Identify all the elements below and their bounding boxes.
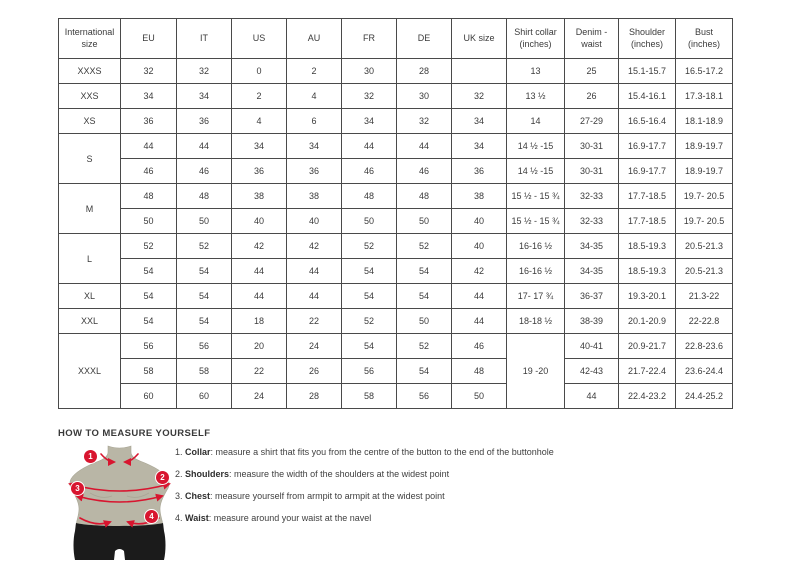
table-row: [59, 284, 733, 309]
table-cell: 16-16 ½: [507, 259, 565, 284]
column-header: US: [232, 19, 287, 59]
table-cell: 44: [397, 134, 452, 159]
instruction-text: : measure the width of the shoulders at the widest point: [229, 469, 450, 479]
instruction-label: Shoulders: [185, 469, 230, 479]
column-header: AU: [287, 19, 342, 59]
marker-4-badge: 4: [145, 510, 158, 523]
table-cell: 21.3-22: [676, 284, 733, 309]
table-cell: 19.7- 20.5: [676, 184, 733, 209]
table-cell: 30: [342, 59, 397, 84]
table-cell: 36: [232, 159, 287, 184]
table-cell: 34-35: [565, 234, 619, 259]
instruction-number: 1.: [175, 447, 183, 457]
table-cell: 34-35: [565, 259, 619, 284]
table-cell: 60: [177, 384, 232, 409]
table-cell: 25: [565, 59, 619, 84]
table-cell: 13 ½: [507, 84, 565, 109]
table-cell: 54: [177, 284, 232, 309]
table-cell: 40-41: [565, 334, 619, 359]
table-cell: 24: [232, 384, 287, 409]
table-cell: 54: [121, 309, 177, 334]
table-cell: 54: [342, 334, 397, 359]
table-cell: 52: [177, 234, 232, 259]
table-cell: 18.9-19.7: [676, 134, 733, 159]
table-cell: 44: [565, 384, 619, 409]
table-header: [59, 19, 733, 59]
table-cell: 38: [287, 184, 342, 209]
table-cell: 50: [177, 209, 232, 234]
table-cell: 34: [121, 84, 177, 109]
measure-figure: [62, 443, 177, 566]
table-cell: 50: [121, 209, 177, 234]
table-row: [59, 209, 733, 234]
table-cell: S: [59, 134, 121, 184]
table-cell: 54: [342, 284, 397, 309]
table-cell: 32: [397, 109, 452, 134]
table-cell: 60: [121, 384, 177, 409]
table-cell: 44: [121, 134, 177, 159]
table-cell: 18.1-18.9: [676, 109, 733, 134]
table-cell: 36: [452, 159, 507, 184]
table-cell: 2: [287, 59, 342, 84]
table-cell: 13: [507, 59, 565, 84]
table-cell: XXXS: [59, 59, 121, 84]
table-cell: 18: [232, 309, 287, 334]
table-row: [59, 109, 733, 134]
table-cell: 44: [287, 259, 342, 284]
table-cell: 15.4-16.1: [619, 84, 676, 109]
table-cell: 44: [452, 309, 507, 334]
instruction-shoulders: [175, 469, 735, 479]
table-cell: 24: [287, 334, 342, 359]
table-cell: 54: [177, 309, 232, 334]
table-cell: 20: [232, 334, 287, 359]
table-cell: 23.6-24.4: [676, 359, 733, 384]
table-cell: 36: [177, 109, 232, 134]
table-cell: 20.5-21.3: [676, 234, 733, 259]
table-row: [59, 59, 733, 84]
table-cell: 58: [121, 359, 177, 384]
table-cell: 28: [397, 59, 452, 84]
table-cell: 22: [232, 359, 287, 384]
instruction-number: 4.: [175, 513, 183, 523]
table-cell: 50: [397, 209, 452, 234]
table-cell: 17.3-18.1: [676, 84, 733, 109]
table-cell: 44: [287, 284, 342, 309]
table-cell: 42-43: [565, 359, 619, 384]
table-row: [59, 259, 733, 284]
table-row: [59, 234, 733, 259]
table-cell: 16.9-17.7: [619, 134, 676, 159]
table-row: [59, 384, 733, 409]
column-header: EU: [121, 19, 177, 59]
marker-2-badge: 2: [156, 471, 169, 484]
table-cell: 22: [287, 309, 342, 334]
table-cell: 32: [452, 84, 507, 109]
instruction-waist: [175, 513, 735, 523]
table-cell: 54: [121, 284, 177, 309]
table-cell: 48: [397, 184, 452, 209]
table-cell: 16.5-16.4: [619, 109, 676, 134]
instruction-chest: [175, 491, 735, 501]
table-cell: 30-31: [565, 159, 619, 184]
table-cell: 54: [397, 259, 452, 284]
table-cell: XXXL: [59, 334, 121, 409]
table-body: [59, 59, 733, 409]
table-cell: XL: [59, 284, 121, 309]
table-cell: 32: [121, 59, 177, 84]
table-cell: 32: [342, 84, 397, 109]
table-cell: 38-39: [565, 309, 619, 334]
table-cell: 22.4-23.2: [619, 384, 676, 409]
column-header: IT: [177, 19, 232, 59]
table-cell: 50: [397, 309, 452, 334]
table-cell: 15 ½ - 15 ¾: [507, 209, 565, 234]
table-cell: 44: [232, 259, 287, 284]
table-cell: 58: [177, 359, 232, 384]
table-cell: [452, 59, 507, 84]
marker-3-badge: 3: [71, 482, 84, 495]
table-cell: 40: [232, 209, 287, 234]
table-cell: 42: [452, 259, 507, 284]
table-cell: L: [59, 234, 121, 284]
table-cell: 18.5-19.3: [619, 234, 676, 259]
table-cell: 24.4-25.2: [676, 384, 733, 409]
table-cell: 16-16 ½: [507, 234, 565, 259]
table-cell: 28: [287, 384, 342, 409]
table-cell: 34: [452, 134, 507, 159]
instruction-label: Waist: [185, 513, 209, 523]
table-cell: M: [59, 184, 121, 234]
table-row: [59, 334, 733, 359]
measure-instructions: [175, 447, 735, 535]
column-header: Shirt collar (inches): [507, 19, 565, 59]
table-cell: 38: [232, 184, 287, 209]
table-cell: 17- 17 ¾: [507, 284, 565, 309]
torso-illustration-icon: [62, 443, 177, 566]
table-cell: 19 -20: [507, 334, 565, 409]
instruction-number: 3.: [175, 491, 183, 501]
size-chart-section: [58, 18, 733, 409]
table-cell: 40: [287, 209, 342, 234]
instruction-label: Chest: [185, 491, 211, 501]
table-cell: 19.3-20.1: [619, 284, 676, 309]
table-cell: 52: [121, 234, 177, 259]
table-cell: 30-31: [565, 134, 619, 159]
instruction-number: 2.: [175, 469, 183, 479]
table-cell: 14 ½ -15: [507, 134, 565, 159]
table-cell: 4: [232, 109, 287, 134]
instruction-text: : measure yourself from armpit to armpit at the widest point: [210, 491, 445, 501]
table-cell: 56: [177, 334, 232, 359]
table-cell: 48: [121, 184, 177, 209]
table-cell: 56: [397, 384, 452, 409]
table-cell: 26: [287, 359, 342, 384]
table-cell: 16.9-17.7: [619, 159, 676, 184]
table-cell: 32-33: [565, 209, 619, 234]
column-header: Denim - waist: [565, 19, 619, 59]
table-cell: 30: [397, 84, 452, 109]
size-chart-table: [58, 18, 733, 409]
table-cell: 36-37: [565, 284, 619, 309]
table-cell: 20.5-21.3: [676, 259, 733, 284]
table-cell: 46: [342, 159, 397, 184]
table-cell: 44: [342, 134, 397, 159]
instruction-label: Collar: [185, 447, 211, 457]
table-cell: XS: [59, 109, 121, 134]
table-cell: 54: [397, 359, 452, 384]
table-cell: 54: [177, 259, 232, 284]
table-cell: 50: [342, 209, 397, 234]
table-cell: 0: [232, 59, 287, 84]
table-cell: 19.7- 20.5: [676, 209, 733, 234]
instruction-collar: [175, 447, 735, 457]
table-cell: 42: [287, 234, 342, 259]
table-cell: 36: [287, 159, 342, 184]
table-cell: 6: [287, 109, 342, 134]
column-header: DE: [397, 19, 452, 59]
table-cell: 34: [287, 134, 342, 159]
table-cell: 46: [177, 159, 232, 184]
table-cell: 52: [397, 334, 452, 359]
table-cell: 34: [342, 109, 397, 134]
table-row: [59, 359, 733, 384]
column-header: International size: [59, 19, 121, 59]
table-cell: 40: [452, 234, 507, 259]
table-cell: 26: [565, 84, 619, 109]
shorts-shape: [74, 523, 166, 560]
table-cell: 20.1-20.9: [619, 309, 676, 334]
table-cell: 22-22.8: [676, 309, 733, 334]
column-header: Bust (inches): [676, 19, 733, 59]
table-cell: 38: [452, 184, 507, 209]
table-cell: 56: [121, 334, 177, 359]
table-cell: 21.7-22.4: [619, 359, 676, 384]
table-cell: 46: [397, 159, 452, 184]
table-cell: 46: [452, 334, 507, 359]
table-row: [59, 84, 733, 109]
table-cell: 34: [232, 134, 287, 159]
table-cell: XXL: [59, 309, 121, 334]
instruction-text: : measure around your waist at the navel: [208, 513, 372, 523]
table-row: [59, 134, 733, 159]
column-header: UK size: [452, 19, 507, 59]
table-cell: 14: [507, 109, 565, 134]
table-cell: 44: [452, 284, 507, 309]
table-cell: 16.5-17.2: [676, 59, 733, 84]
table-cell: 14 ½ -15: [507, 159, 565, 184]
table-header-row: [59, 19, 733, 59]
table-cell: 48: [342, 184, 397, 209]
column-header: FR: [342, 19, 397, 59]
table-cell: 54: [121, 259, 177, 284]
table-cell: 27-29: [565, 109, 619, 134]
table-cell: 42: [232, 234, 287, 259]
table-cell: 36: [121, 109, 177, 134]
table-cell: XXS: [59, 84, 121, 109]
measure-title: HOW TO MEASURE YOURSELF: [58, 428, 211, 439]
table-cell: 50: [452, 384, 507, 409]
table-cell: 32-33: [565, 184, 619, 209]
table-cell: 54: [397, 284, 452, 309]
table-cell: 15.1-15.7: [619, 59, 676, 84]
table-cell: 52: [397, 234, 452, 259]
table-cell: 34: [177, 84, 232, 109]
table-cell: 17.7-18.5: [619, 209, 676, 234]
table-cell: 44: [177, 134, 232, 159]
table-row: [59, 184, 733, 209]
table-cell: 52: [342, 309, 397, 334]
table-cell: 52: [342, 234, 397, 259]
marker-1-badge: 1: [84, 450, 97, 463]
table-cell: 15 ½ - 15 ¾: [507, 184, 565, 209]
column-header: Shoulder (inches): [619, 19, 676, 59]
table-cell: 48: [177, 184, 232, 209]
table-cell: 34: [452, 109, 507, 134]
table-cell: 48: [452, 359, 507, 384]
table-cell: 2: [232, 84, 287, 109]
table-cell: 58: [342, 384, 397, 409]
table-cell: 18-18 ½: [507, 309, 565, 334]
table-cell: 18.9-19.7: [676, 159, 733, 184]
table-cell: 22.8-23.6: [676, 334, 733, 359]
table-cell: 46: [121, 159, 177, 184]
table-cell: 44: [232, 284, 287, 309]
table-row: [59, 309, 733, 334]
table-cell: 40: [452, 209, 507, 234]
table-cell: 4: [287, 84, 342, 109]
table-cell: 17.7-18.5: [619, 184, 676, 209]
instruction-text: : measure a shirt that fits you from the centre of the button to the end of the buttonhole: [210, 447, 554, 457]
table-cell: 18.5-19.3: [619, 259, 676, 284]
table-cell: 20.9-21.7: [619, 334, 676, 359]
table-cell: 56: [342, 359, 397, 384]
table-cell: 32: [177, 59, 232, 84]
table-row: [59, 159, 733, 184]
table-cell: 54: [342, 259, 397, 284]
